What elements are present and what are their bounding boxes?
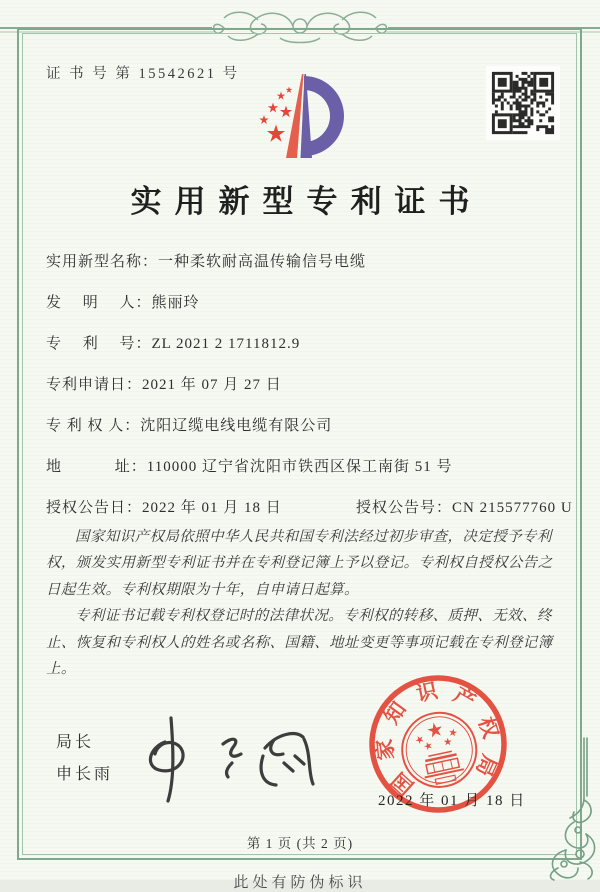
seal-char: 权 bbox=[473, 713, 504, 742]
corner-vine-ornament bbox=[540, 738, 600, 880]
field-row-name bbox=[46, 250, 558, 274]
field-label: 授权公告日： bbox=[46, 500, 143, 516]
field-label: 专利申请日： bbox=[46, 377, 143, 393]
field-value: CN 215577760 U bbox=[452, 500, 573, 516]
field-row-grant bbox=[46, 496, 573, 520]
top-border-ornament bbox=[0, 4, 600, 44]
certificate-title: 实用新型专利证书 bbox=[130, 184, 483, 219]
field-label: 发 明 人： bbox=[46, 295, 152, 311]
field-label: 授权公告号： bbox=[356, 500, 453, 516]
field-value: 沈阳辽缆电线电缆有限公司 bbox=[140, 418, 333, 434]
seal-date: 2022 年 01 月 18 日 bbox=[378, 793, 526, 809]
commissioner-title: 局长 bbox=[56, 734, 95, 751]
certificate-number: 证 书 号 第 15542621 号 bbox=[46, 66, 240, 82]
field-label: 专 利 权 人： bbox=[46, 418, 141, 434]
qr-code bbox=[486, 66, 560, 140]
field-grant-date bbox=[46, 496, 356, 520]
field-value: ZL 2021 2 1711812.9 bbox=[151, 336, 301, 352]
field-label: 实用新型名称： bbox=[46, 254, 159, 270]
field-value: 一种柔软耐高温传输信号电缆 bbox=[158, 254, 367, 270]
commissioner-signature bbox=[135, 706, 345, 806]
legal-text bbox=[46, 524, 560, 682]
legal-paragraph-1: 国家知识产权局依照中华人民共和国专利法经过初步审查，决定授予专利权，颁发实用新型专利证书并在专利登记簿上予以登记。专利权自授权公告之日起生效。专利权期限为十年，自申请日起算。 bbox=[46, 529, 553, 598]
field-row-filing-date bbox=[46, 373, 558, 397]
field-value: 110000 辽宁省沈阳市铁西区保工南街 51 号 bbox=[146, 459, 453, 475]
field-value: 2021 年 07 月 27 日 bbox=[142, 377, 282, 393]
edge-cutoff-text: 此处有防伪标识 bbox=[233, 875, 367, 891]
seal-char: 知 bbox=[379, 697, 412, 729]
commissioner-name: 申长雨 bbox=[56, 766, 114, 783]
field-row-inventor bbox=[46, 291, 558, 315]
field-row-patent-number bbox=[46, 332, 558, 356]
certificate-fields bbox=[46, 250, 573, 537]
commissioner-block bbox=[56, 727, 113, 791]
seal-char: 家 bbox=[372, 737, 399, 762]
field-row-patentee bbox=[46, 414, 558, 438]
field-label: 专 利 号： bbox=[46, 336, 152, 352]
field-value: 熊丽玲 bbox=[151, 295, 200, 311]
field-label: 地 址： bbox=[46, 459, 147, 475]
seal-char: 识 bbox=[414, 678, 440, 707]
seal-char: 局 bbox=[471, 751, 502, 781]
seal-char: 产 bbox=[449, 682, 480, 714]
seal-char: 国 bbox=[386, 767, 419, 800]
field-grant-number bbox=[356, 496, 573, 520]
field-row-address bbox=[46, 455, 558, 479]
page-number: 第 1 页 (共 2 页) bbox=[246, 836, 354, 851]
field-value: 2022 年 01 月 18 日 bbox=[142, 500, 282, 516]
cnipa-logo-icon bbox=[240, 58, 360, 170]
legal-paragraph-2: 专利证书记载专利权登记时的法律状况。专利权的转移、质押、无效、终止、恢复和专利权人的姓名或名称、国籍、地址变更等事项记载在专利登记簿上。 bbox=[46, 608, 553, 677]
